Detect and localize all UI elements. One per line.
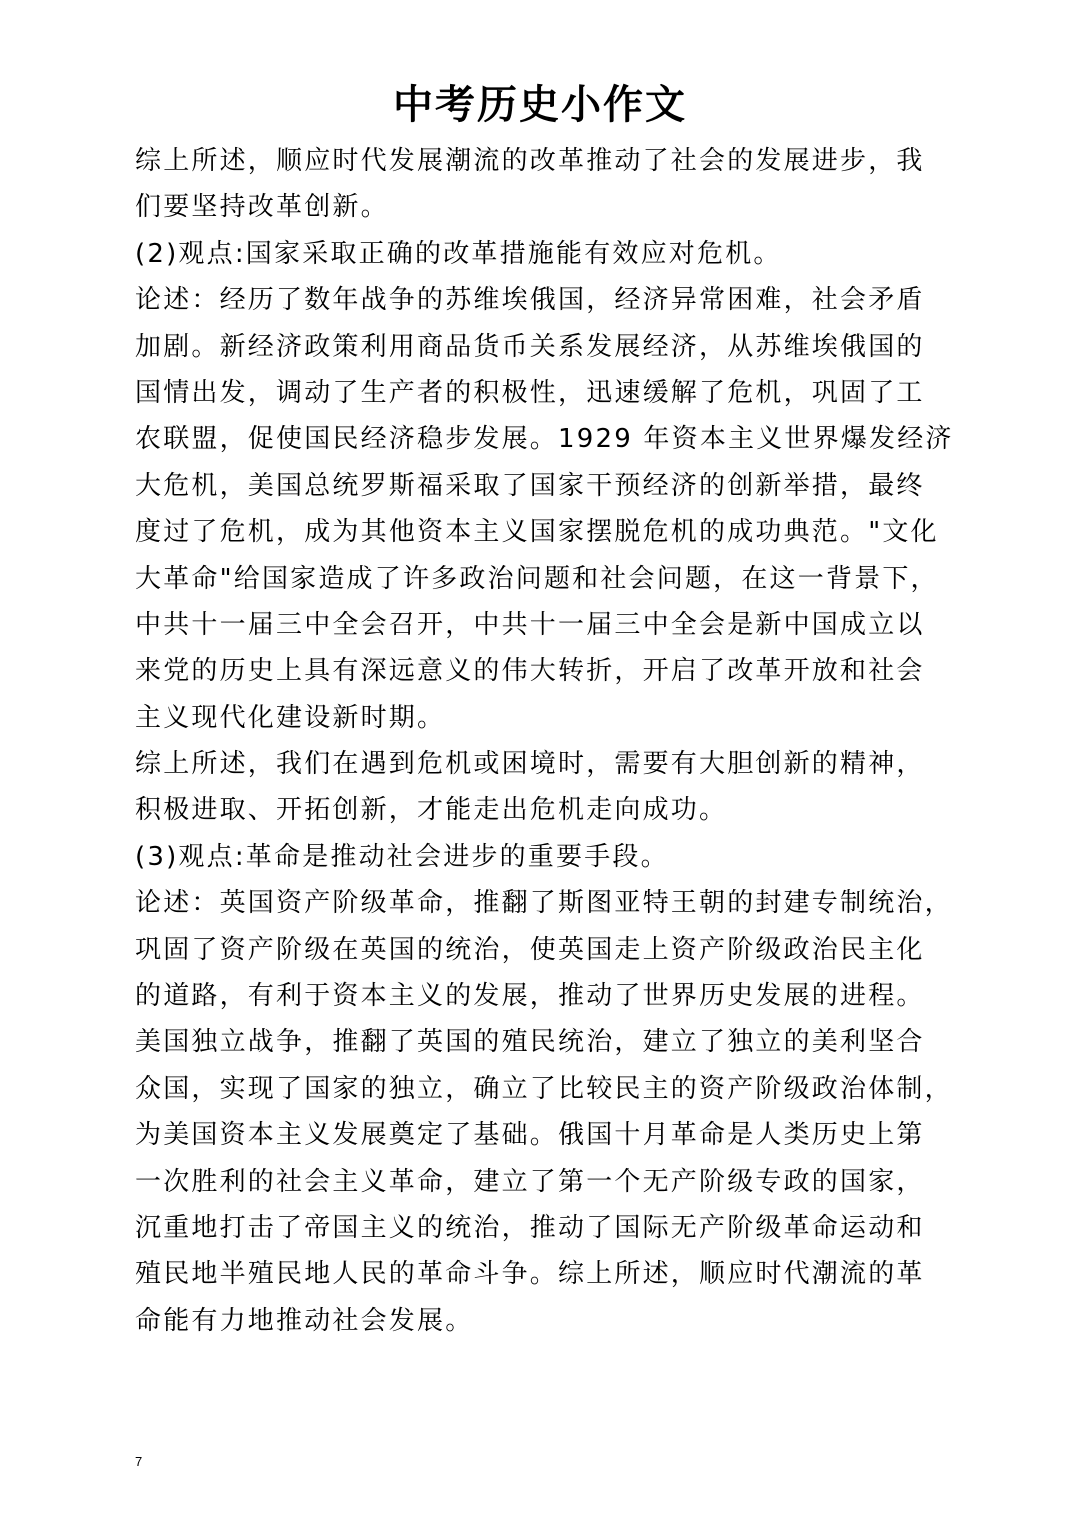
text-line: 主义现代化建设新时期。 [135,702,446,733]
text-line: 来党的历史上具有深远意义的伟大转折，开启了改革开放和社会 [135,656,925,687]
text-line: 巩固了资产阶级在英国的统治，使英国走上资产阶级政治民主化 [135,934,925,965]
text-line: 为美国资本主义发展奠定了基础。俄国十月革命是人类历史上第 [135,1120,925,1151]
text-line: 论述：英国资产阶级革命，推翻了斯图亚特王朝的封建专制统治， [135,888,953,919]
text-line: 的道路，有利于资本主义的发展，推动了世界历史发展的进程。 [135,981,925,1012]
text-line: 论述：经历了数年战争的苏维埃俄国，经济异常困难，社会矛盾 [135,285,925,316]
text-line: 命能有力地推动社会发展。 [135,1305,474,1336]
text-line: 度过了危机，成为其他资本主义国家摆脱危机的成功典范。"文化 [135,517,939,548]
text-line: 农联盟，促使国民经济稳步发展。1929 年资本主义世界爆发经济 [135,424,954,455]
text-line: 一次胜利的社会主义革命，建立了第一个无产阶级专政的国家， [135,1166,925,1197]
text-line: 国情出发，调动了生产者的积极性，迅速缓解了危机，巩固了工 [135,377,925,408]
page-title: 中考历史小作文 [393,81,687,128]
text-line: (2)观点:国家采取正确的改革措施能有效应对危机。 [135,238,782,269]
page-number: 7 [135,1454,143,1469]
text-line: 沉重地打击了帝国主义的统治，推动了国际无产阶级革命运动和 [135,1212,925,1243]
text-line: 们要坚持改革创新。 [135,192,389,223]
text-line: (3)观点:革命是推动社会进步的重要手段。 [135,841,669,872]
text-line: 众国，实现了国家的独立，确立了比较民主的资产阶级政治体制， [135,1073,953,1104]
text-line: 美国独立战争，推翻了英国的殖民统治，建立了独立的美利坚合 [135,1027,925,1058]
text-line: 大危机，美国总统罗斯福采取了国家干预经济的创新举措，最终 [135,470,925,501]
text-line: 综上所述，顺应时代发展潮流的改革推动了社会的发展进步，我 [135,146,925,176]
text-line: 加剧。新经济政策利用商品货币关系发展经济，从苏维埃俄国的 [135,331,925,362]
text-line: 中共十一届三中全会召开，中共十一届三中全会是新中国成立以 [135,609,925,640]
text-line: 综上所述，我们在遇到危机或困境时，需要有大胆创新的精神， [135,749,925,780]
text-line: 大革命"给国家造成了许多政治问题和社会问题，在这一背景下， [135,563,939,594]
document-body [135,138,955,1344]
text-line: 殖民地半殖民地人民的革命斗争。综上所述，顺应时代潮流的革 [135,1259,925,1290]
text-line: 积极进取、开拓创新，才能走出危机走向成功。 [135,795,728,826]
